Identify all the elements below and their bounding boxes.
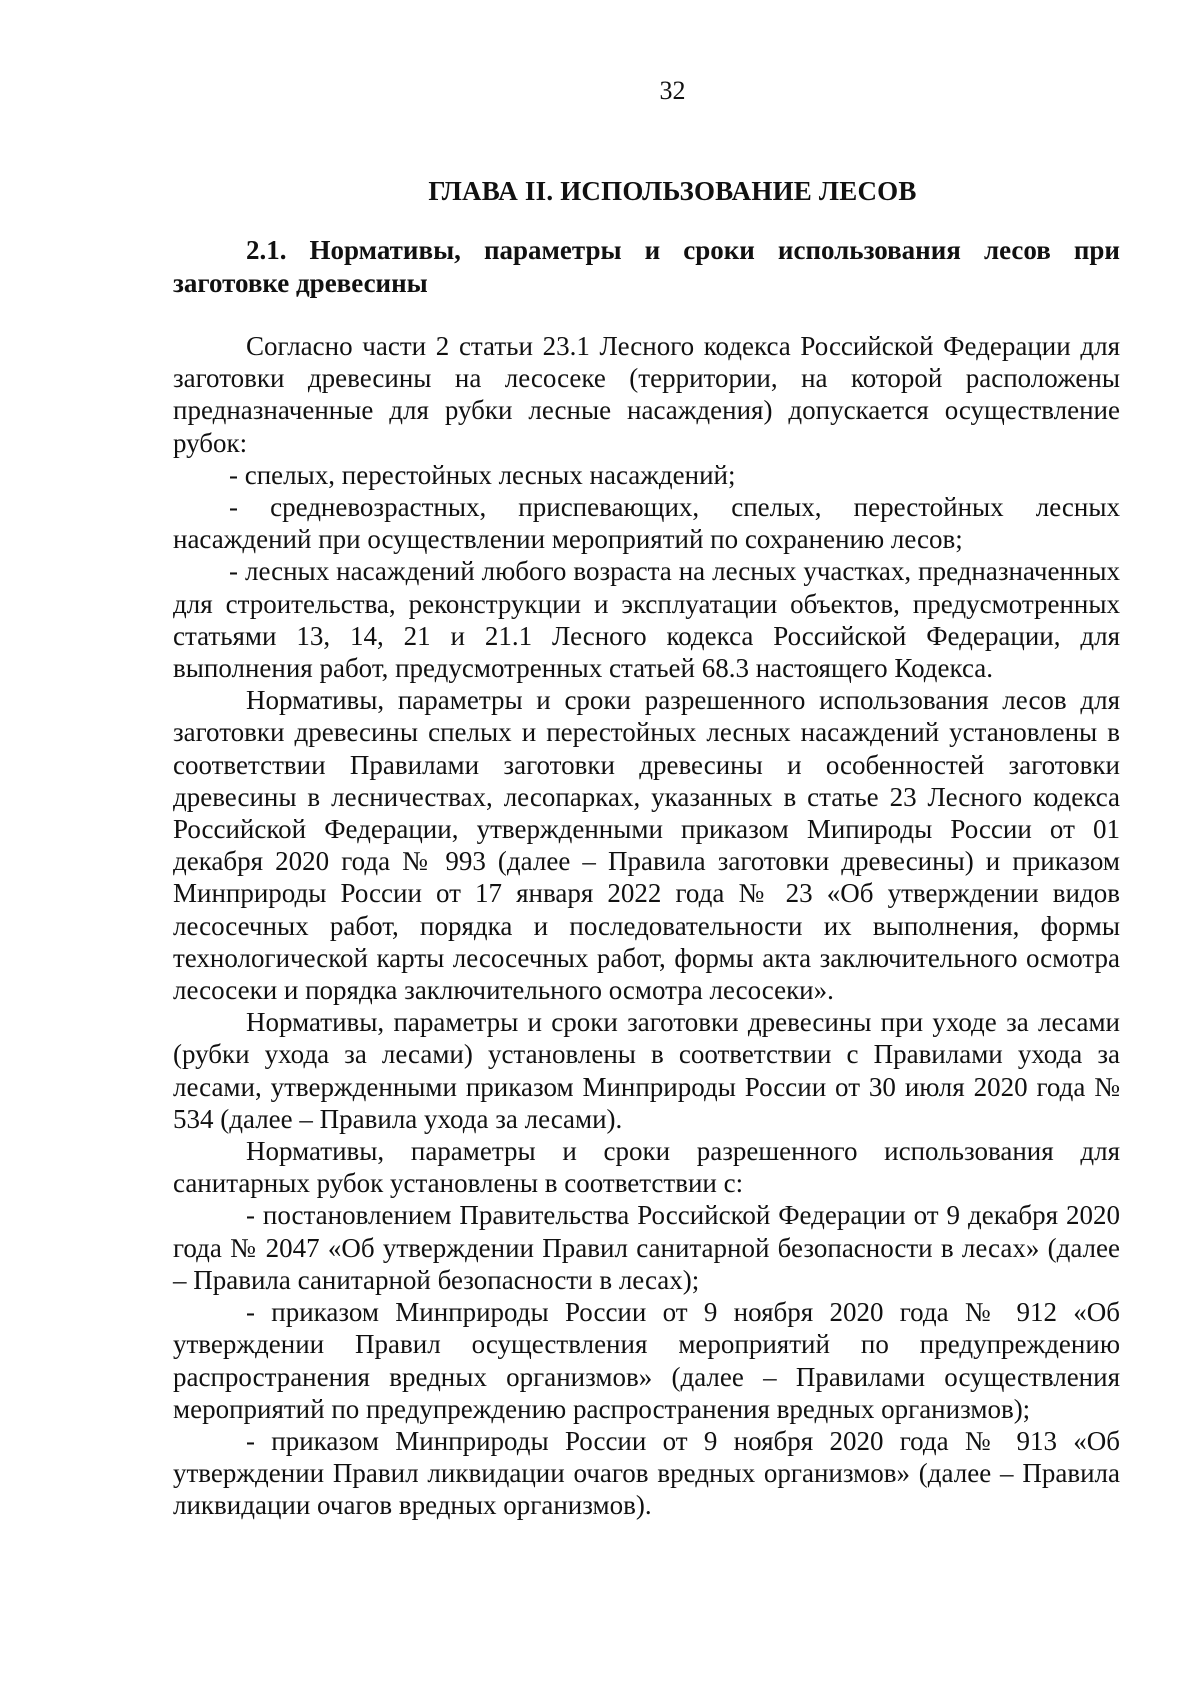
list-item: - средневозрастных, приспевающих, спелых, перестойных лесных насаждений при осуществлении мероприятий по сохранению лесов; xyxy=(173,492,1120,555)
paragraph: Согласно части 2 статьи 23.1 Лесного кодекса Российской Федерации для заготовки древесины на лесосеке (территории, на которой расположены предназначенные для рубки лесные насаждения) допускается осуществление рубок: xyxy=(173,331,1120,458)
list-item: - приказом Минприроды России от 9 ноября 2020 года № 913 «Об утверждении Правил ликвидации очагов вредных организмов» (далее – Правила ликвидации очагов вредных организмов). xyxy=(173,1425,1120,1521)
section-title: 2.1. Нормативы, параметры и сроки использования лесов при заготовке древесины xyxy=(173,235,1120,298)
paragraph: Нормативы, параметры и сроки разрешенного использования для санитарных рубок установлены в соответствии с: xyxy=(173,1136,1120,1199)
list-item: - спелых, перестойных лесных насаждений; xyxy=(229,459,736,490)
page-number: 32 xyxy=(659,76,686,105)
paragraph: Нормативы, параметры и сроки разрешенного использования лесов для заготовки древесины спелых и перестойных лесных насаждений установлены в соответствии Правилами заготовки древесины и особенностей заготовки древесины в лесничествах, лесопарках, указанных в статье 23 Лесного кодекса Российской Федерации, утвержденными приказом Мипироды России от 01 декабря 2020 года № 993 (далее – Правила заготовки древесины) и приказом Минприроды России от 17 января 2022 года № 23 «Об утверждении видов лесосечных работ, порядка и последовательности их выполнения, формы технологической карты лесосечных работ, формы акта заключительного осмотра лесосеки и порядка заключительного осмотра лесосеки». xyxy=(173,685,1120,1006)
list-item: - постановлением Правительства Российской Федерации от 9 декабря 2020 года № 2047 «Об утверждении Правил санитарной безопасности в лесах» (далее – Правила санитарной безопасности в лесах); xyxy=(173,1200,1120,1295)
paragraph: Нормативы, параметры и сроки заготовки древесины при уходе за лесами (рубки ухода за лесами) установлены в соответствии с Правилами ухода за лесами, утвержденными приказом Минприроды России от 30 июля 2020 года № 534 (далее – Правила ухода за лесами). xyxy=(173,1007,1120,1134)
document-body xyxy=(173,330,1120,1522)
list-item: - лесных насаждений любого возраста на лесных участках, предназначенных для строительства, реконструкции и эксплуатации объектов, предусмотренных статьями 13, 14, 21 и 21.1 Лесного кодекса Российской Федерации, для выполнения работ, предусмотренных статьей 68.3 настоящего Кодекса. xyxy=(173,556,1120,684)
list-item: - приказом Минприроды России от 9 ноября 2020 года № 912 «Об утверждении Правил осуществления мероприятий по предупреждению распространения вредных организмов» (далее – Правилами осуществления мероприятий по предупреждению распространения вредных организмов); xyxy=(173,1297,1120,1424)
chapter-title: ГЛАВА II. ИСПОЛЬЗОВАНИЕ ЛЕСОВ xyxy=(428,176,917,206)
